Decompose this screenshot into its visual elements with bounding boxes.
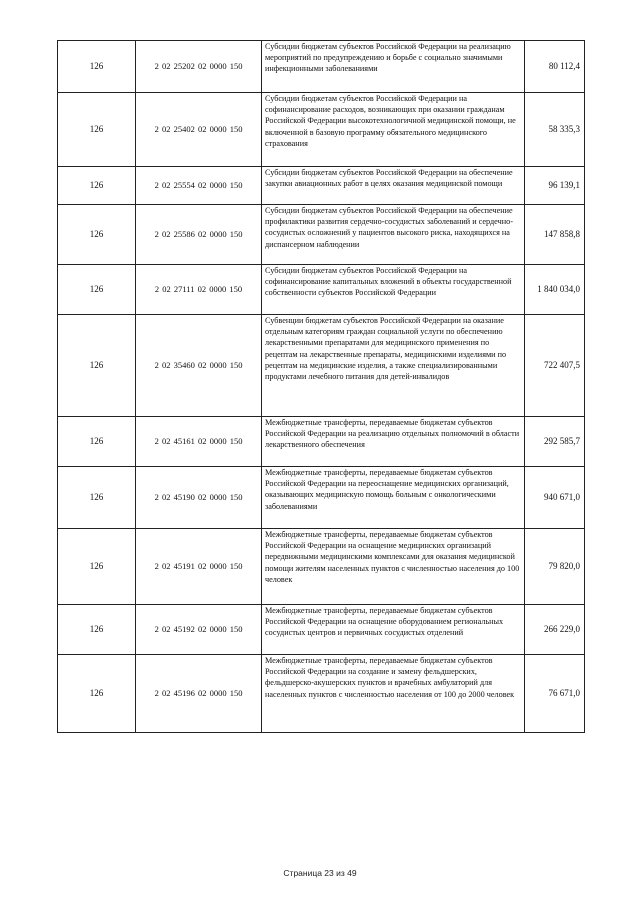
revenue-name-cell: Межбюджетные трансферты, передаваемые бюджетам субъектов Российской Федерации на создание и замену фельдшерских, фельдшерско-акушерских пунктов и врачебных амбулаторий для населенных пунктов с численностью населения от 100 до 2000 человек	[262, 655, 525, 733]
page-number: Страница 23 из 49	[283, 868, 357, 878]
amount-cell: 79 820,0	[525, 529, 585, 605]
amount-cell: 292 585,7	[525, 417, 585, 467]
table-row	[58, 655, 585, 733]
amount-cell: 76 671,0	[525, 655, 585, 733]
amount-cell: 147 858,8	[525, 205, 585, 265]
revenue-name-cell: Межбюджетные трансферты, передаваемые бюджетам субъектов Российской Федерации на оснащение оборудованием региональных сосудистых центров и первичных сосудистых отделений	[262, 605, 525, 655]
table-row	[58, 265, 585, 315]
amount-cell: 266 229,0	[525, 605, 585, 655]
budget-code-cell: 2 02 45192 02 0000 150	[136, 605, 262, 655]
admin-code-cell: 126	[58, 605, 136, 655]
admin-code-cell: 126	[58, 205, 136, 265]
table-row	[58, 167, 585, 205]
amount-cell: 1 840 034,0	[525, 265, 585, 315]
amount-cell: 722 407,5	[525, 315, 585, 417]
budget-code-cell: 2 02 27111 02 0000 150	[136, 265, 262, 315]
table-row	[58, 41, 585, 93]
budget-code-cell: 2 02 45190 02 0000 150	[136, 467, 262, 529]
admin-code-cell: 126	[58, 93, 136, 167]
table-row	[58, 467, 585, 529]
admin-code-cell: 126	[58, 315, 136, 417]
budget-code-cell: 2 02 25586 02 0000 150	[136, 205, 262, 265]
amount-cell: 58 335,3	[525, 93, 585, 167]
admin-code-cell: 126	[58, 529, 136, 605]
budget-revenue-table	[57, 40, 585, 733]
admin-code-cell: 126	[58, 167, 136, 205]
admin-code-cell: 126	[58, 265, 136, 315]
table-row	[58, 605, 585, 655]
admin-code-cell: 126	[58, 417, 136, 467]
budget-code-cell: 2 02 45161 02 0000 150	[136, 417, 262, 467]
table-row	[58, 417, 585, 467]
admin-code-cell: 126	[58, 655, 136, 733]
revenue-name-cell: Субсидии бюджетам субъектов Российской Федерации на обеспечение закупки авиационных работ в целях оказания медицинской помощи	[262, 167, 525, 205]
revenue-name-cell: Межбюджетные трансферты, передаваемые бюджетам субъектов Российской Федерации на переоснащение медицинских организаций, оказывающих медицинскую помощь больным с онкологическими заболеваниями	[262, 467, 525, 529]
amount-cell: 940 671,0	[525, 467, 585, 529]
revenue-name-cell: Субсидии бюджетам субъектов Российской Федерации на реализацию мероприятий по предупреждению и борьбе с социально значимыми инфекционными заболеваниями	[262, 41, 525, 93]
revenue-name-cell: Межбюджетные трансферты, передаваемые бюджетам субъектов Российской Федерации на реализацию отдельных полномочий в области лекарственного обеспечения	[262, 417, 525, 467]
revenue-name-cell: Субсидии бюджетам субъектов Российской Федерации на софинансирование капитальных вложений в объекты государственной собственности субъектов Российской Федерации	[262, 265, 525, 315]
budget-code-cell: 2 02 25554 02 0000 150	[136, 167, 262, 205]
table-row	[58, 205, 585, 265]
table-row	[58, 315, 585, 417]
amount-cell: 96 139,1	[525, 167, 585, 205]
budget-code-cell: 2 02 25202 02 0000 150	[136, 41, 262, 93]
amount-cell: 80 112,4	[525, 41, 585, 93]
table-row	[58, 529, 585, 605]
admin-code-cell: 126	[58, 41, 136, 93]
revenue-name-cell: Субсидии бюджетам субъектов Российской Федерации на обеспечение профилактики развития сердечно-сосудистых заболеваний и сердечно-сосудистых осложнений у пациентов высокого риска, находящихся на диспансерном наблюдении	[262, 205, 525, 265]
budget-code-cell: 2 02 45191 02 0000 150	[136, 529, 262, 605]
table-row	[58, 93, 585, 167]
budget-code-cell: 2 02 25402 02 0000 150	[136, 93, 262, 167]
budget-code-cell: 2 02 35460 02 0000 150	[136, 315, 262, 417]
revenue-name-cell: Межбюджетные трансферты, передаваемые бюджетам субъектов Российской Федерации на оснащение медицинских организаций передвижными медицинскими комплексами для оказания медицинской помощи жителям населенных пунктов с численностью населения до 100 человек	[262, 529, 525, 605]
budget-code-cell: 2 02 45196 02 0000 150	[136, 655, 262, 733]
admin-code-cell: 126	[58, 467, 136, 529]
revenue-name-cell: Субсидии бюджетам субъектов Российской Федерации на софинансирование расходов, возникающих при оказании гражданам Российской Федерации высокотехнологичной медицинской помощи, не включенной в базовую программу обязательного медицинского страхования	[262, 93, 525, 167]
revenue-name-cell: Субвенции бюджетам субъектов Российской Федерации на оказание отдельным категориям граждан социальной услуги по обеспечению лекарственными препаратами для медицинского применения по рецептам на лекарственные препараты, медицинскими изделиями по рецептам на медицинские изделия, а также специализированными продуктами лечебного питания для детей-инвалидов	[262, 315, 525, 417]
